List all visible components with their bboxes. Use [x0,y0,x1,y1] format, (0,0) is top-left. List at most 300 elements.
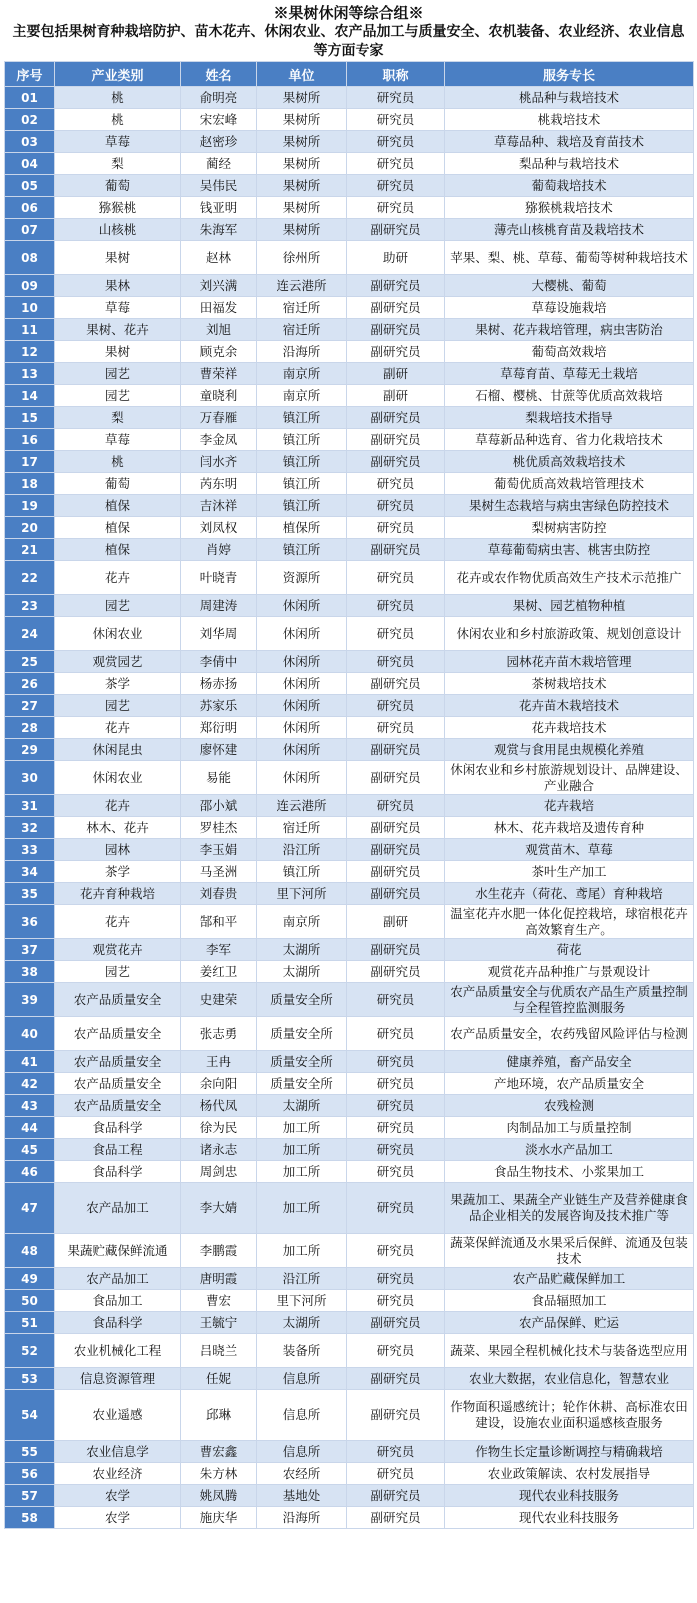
cell-seq: 37 [5,939,55,961]
cell-name: 吕晓兰 [181,1334,257,1368]
cell-title: 研究员 [347,1095,445,1117]
cell-name: 刘兴满 [181,275,257,297]
cell-category: 食品科学 [55,1117,181,1139]
cell-title: 研究员 [347,983,445,1017]
cell-expertise: 花卉栽培技术 [445,717,694,739]
cell-expertise: 农产品保鲜、贮运 [445,1312,694,1334]
cell-unit: 休闲所 [257,651,347,673]
cell-expertise: 现代农业科技服务 [445,1507,694,1529]
table-row [5,717,694,739]
cell-unit: 基地处 [257,1485,347,1507]
cell-unit: 镇江所 [257,495,347,517]
cell-title: 副研究员 [347,1312,445,1334]
cell-unit: 南京所 [257,363,347,385]
cell-expertise: 产地环境，农产品质量安全 [445,1073,694,1095]
cell-seq: 56 [5,1463,55,1485]
header-category: 产业类别 [55,62,181,87]
table-header-row [5,62,694,87]
cell-title: 研究员 [347,1183,445,1234]
cell-category: 花卉育种栽培 [55,883,181,905]
cell-seq: 02 [5,109,55,131]
table-row [5,429,694,451]
header-expertise: 服务专长 [445,62,694,87]
cell-seq: 20 [5,517,55,539]
cell-unit: 果树所 [257,109,347,131]
cell-category: 花卉 [55,561,181,595]
cell-title: 副研究员 [347,341,445,363]
cell-expertise: 温室花卉水肥一体化促控栽培，球宿根花卉高效繁育生产。 [445,905,694,939]
cell-category: 园艺 [55,595,181,617]
cell-title: 副研究员 [347,1507,445,1529]
cell-name: 曹宏 [181,1290,257,1312]
cell-name: 余向阳 [181,1073,257,1095]
page [4,4,693,1529]
table-row [5,939,694,961]
cell-seq: 51 [5,1312,55,1334]
cell-title: 副研究员 [347,861,445,883]
cell-unit: 连云港所 [257,275,347,297]
cell-category: 观赏园艺 [55,651,181,673]
cell-name: 赵密珍 [181,131,257,153]
cell-name: 蔺经 [181,153,257,175]
cell-unit: 镇江所 [257,451,347,473]
cell-category: 休闲农业 [55,617,181,651]
cell-unit: 加工所 [257,1183,347,1234]
cell-name: 刘凤权 [181,517,257,539]
page-subtitle: 主要包括果树育种栽培防护、苗木花卉、休闲农业、农产品加工与质量安全、农机装备、农业经济、农业信息等方面专家 [12,24,685,59]
cell-expertise: 花卉栽培 [445,795,694,817]
cell-expertise: 食品生物技术、小浆果加工 [445,1161,694,1183]
cell-unit: 加工所 [257,1234,347,1268]
table-row [5,1507,694,1529]
cell-seq: 18 [5,473,55,495]
cell-expertise: 作物生长定量诊断调控与精确栽培 [445,1441,694,1463]
experts-table [4,61,694,1529]
cell-expertise: 茶叶生产加工 [445,861,694,883]
cell-category: 桃 [55,109,181,131]
cell-name: 李玉娟 [181,839,257,861]
cell-title: 副研 [347,905,445,939]
cell-unit: 休闲所 [257,761,347,795]
cell-name: 周剑忠 [181,1161,257,1183]
cell-unit: 休闲所 [257,717,347,739]
cell-unit: 质量安全所 [257,1073,347,1095]
table-row [5,1051,694,1073]
cell-title: 研究员 [347,651,445,673]
cell-expertise: 梨栽培技术指导 [445,407,694,429]
cell-title: 研究员 [347,1161,445,1183]
cell-name: 芮东明 [181,473,257,495]
cell-seq: 17 [5,451,55,473]
cell-name: 易能 [181,761,257,795]
table-row [5,817,694,839]
cell-expertise: 休闲农业和乡村旅游规划设计、品牌建设、产业融合 [445,761,694,795]
table-row [5,1268,694,1290]
cell-unit: 休闲所 [257,739,347,761]
cell-name: 曹宏鑫 [181,1441,257,1463]
cell-category: 桃 [55,87,181,109]
cell-category: 果树、花卉 [55,319,181,341]
table-row [5,109,694,131]
cell-category: 园艺 [55,363,181,385]
cell-expertise: 梨树病害防控 [445,517,694,539]
cell-title: 研究员 [347,795,445,817]
cell-expertise: 桃优质高效栽培技术 [445,451,694,473]
cell-name: 王毓宁 [181,1312,257,1334]
cell-seq: 05 [5,175,55,197]
cell-expertise: 草莓葡萄病虫害、桃害虫防控 [445,539,694,561]
header-unit: 单位 [257,62,347,87]
cell-title: 副研究员 [347,1368,445,1390]
cell-name: 郑衍明 [181,717,257,739]
cell-name: 张志勇 [181,1017,257,1051]
cell-seq: 48 [5,1234,55,1268]
table-row [5,1017,694,1051]
cell-title: 研究员 [347,1117,445,1139]
cell-seq: 19 [5,495,55,517]
cell-unit: 太湖所 [257,939,347,961]
cell-title: 研究员 [347,1051,445,1073]
cell-title: 副研究员 [347,939,445,961]
table-row [5,905,694,939]
cell-title: 副研究员 [347,673,445,695]
cell-seq: 49 [5,1268,55,1290]
cell-title: 副研究员 [347,883,445,905]
cell-category: 观赏花卉 [55,939,181,961]
table-row [5,651,694,673]
cell-category: 梨 [55,407,181,429]
cell-name: 姜红卫 [181,961,257,983]
cell-unit: 休闲所 [257,695,347,717]
cell-seq: 21 [5,539,55,561]
cell-expertise: 休闲农业和乡村旅游政策、规划创意设计 [445,617,694,651]
cell-unit: 果树所 [257,131,347,153]
cell-category: 农业信息学 [55,1441,181,1463]
cell-expertise: 果树、园艺植物种植 [445,595,694,617]
cell-unit: 资源所 [257,561,347,595]
cell-unit: 果树所 [257,175,347,197]
table-row [5,673,694,695]
cell-name: 杨赤扬 [181,673,257,695]
cell-expertise: 林木、花卉栽培及遗传育种 [445,817,694,839]
cell-name: 刘旭 [181,319,257,341]
table-row [5,153,694,175]
cell-category: 园艺 [55,385,181,407]
cell-title: 研究员 [347,1334,445,1368]
cell-seq: 26 [5,673,55,695]
cell-name: 郜和平 [181,905,257,939]
cell-seq: 11 [5,319,55,341]
cell-seq: 27 [5,695,55,717]
table-row [5,341,694,363]
table-row [5,1161,694,1183]
cell-category: 食品科学 [55,1312,181,1334]
table-row [5,87,694,109]
cell-expertise: 农产品贮藏保鲜加工 [445,1268,694,1290]
cell-title: 副研 [347,363,445,385]
cell-expertise: 农残检测 [445,1095,694,1117]
cell-expertise: 果树、花卉栽培管理，病虫害防治 [445,319,694,341]
cell-expertise: 大樱桃、葡萄 [445,275,694,297]
cell-expertise: 石榴、樱桃、甘蔗等优质高效栽培 [445,385,694,407]
cell-category: 花卉 [55,795,181,817]
table-row [5,595,694,617]
cell-title: 研究员 [347,109,445,131]
cell-category: 休闲农业 [55,761,181,795]
cell-expertise: 茶树栽培技术 [445,673,694,695]
cell-seq: 16 [5,429,55,451]
cell-name: 顾克余 [181,341,257,363]
cell-seq: 29 [5,739,55,761]
cell-seq: 45 [5,1139,55,1161]
cell-name: 肖婷 [181,539,257,561]
cell-title: 副研究员 [347,961,445,983]
cell-seq: 43 [5,1095,55,1117]
cell-seq: 52 [5,1334,55,1368]
cell-seq: 32 [5,817,55,839]
cell-name: 唐明霞 [181,1268,257,1290]
cell-title: 副研究员 [347,839,445,861]
cell-seq: 31 [5,795,55,817]
cell-seq: 13 [5,363,55,385]
cell-title: 副研究员 [347,817,445,839]
cell-expertise: 桃栽培技术 [445,109,694,131]
cell-title: 研究员 [347,153,445,175]
cell-title: 副研究员 [347,1485,445,1507]
cell-seq: 34 [5,861,55,883]
cell-seq: 54 [5,1390,55,1441]
cell-seq: 46 [5,1161,55,1183]
cell-name: 苏家乐 [181,695,257,717]
cell-unit: 南京所 [257,905,347,939]
cell-seq: 58 [5,1507,55,1529]
cell-name: 李大婧 [181,1183,257,1234]
cell-unit: 宿迁所 [257,297,347,319]
cell-name: 姚凤腾 [181,1485,257,1507]
cell-category: 草莓 [55,131,181,153]
cell-title: 研究员 [347,695,445,717]
cell-category: 农业经济 [55,1463,181,1485]
cell-expertise: 蔬菜、果园全程机械化技术与装备选型应用 [445,1334,694,1368]
cell-seq: 07 [5,219,55,241]
cell-category: 果树 [55,241,181,275]
cell-unit: 果树所 [257,219,347,241]
cell-title: 研究员 [347,175,445,197]
cell-seq: 35 [5,883,55,905]
table-row [5,495,694,517]
table-row [5,739,694,761]
cell-unit: 太湖所 [257,1095,347,1117]
table-row [5,219,694,241]
cell-seq: 36 [5,905,55,939]
cell-unit: 沿江所 [257,1268,347,1290]
cell-title: 研究员 [347,1463,445,1485]
table-row [5,839,694,861]
cell-name: 刘华周 [181,617,257,651]
cell-title: 副研 [347,385,445,407]
cell-category: 信息资源管理 [55,1368,181,1390]
cell-unit: 镇江所 [257,407,347,429]
cell-expertise: 花卉苗木栽培技术 [445,695,694,717]
cell-name: 李金凤 [181,429,257,451]
cell-name: 俞明亮 [181,87,257,109]
cell-category: 农产品加工 [55,1268,181,1290]
cell-category: 农产品质量安全 [55,1051,181,1073]
cell-unit: 信息所 [257,1390,347,1441]
table-row [5,1139,694,1161]
cell-expertise: 草莓育苗、草莓无土栽培 [445,363,694,385]
cell-seq: 01 [5,87,55,109]
cell-seq: 12 [5,341,55,363]
cell-expertise: 草莓设施栽培 [445,297,694,319]
cell-seq: 33 [5,839,55,861]
cell-unit: 沿海所 [257,1507,347,1529]
cell-unit: 镇江所 [257,861,347,883]
cell-title: 副研究员 [347,407,445,429]
cell-seq: 41 [5,1051,55,1073]
cell-seq: 24 [5,617,55,651]
cell-category: 园艺 [55,695,181,717]
cell-unit: 休闲所 [257,595,347,617]
table-row [5,1183,694,1234]
cell-expertise: 草莓品种、栽培及育苗技术 [445,131,694,153]
cell-category: 农学 [55,1507,181,1529]
cell-category: 农业机械化工程 [55,1334,181,1368]
cell-name: 钱亚明 [181,197,257,219]
cell-title: 研究员 [347,87,445,109]
table-row [5,175,694,197]
cell-title: 研究员 [347,717,445,739]
cell-title: 研究员 [347,495,445,517]
cell-expertise: 观赏花卉品种推广与景观设计 [445,961,694,983]
cell-title: 研究员 [347,1139,445,1161]
cell-title: 研究员 [347,1290,445,1312]
table-row [5,131,694,153]
cell-unit: 连云港所 [257,795,347,817]
cell-unit: 里下河所 [257,1290,347,1312]
cell-category: 桃 [55,451,181,473]
cell-category: 葡萄 [55,473,181,495]
cell-unit: 加工所 [257,1117,347,1139]
page-title: ※果树休闲等综合组※ [273,4,424,22]
cell-name: 闫水齐 [181,451,257,473]
cell-expertise: 肉制品加工与质量控制 [445,1117,694,1139]
cell-category: 农业遥感 [55,1390,181,1441]
cell-expertise: 健康养殖，畜产品安全 [445,1051,694,1073]
cell-seq: 09 [5,275,55,297]
cell-unit: 休闲所 [257,673,347,695]
table-row [5,795,694,817]
table-row [5,861,694,883]
table-row [5,1463,694,1485]
cell-name: 李倩中 [181,651,257,673]
cell-seq: 30 [5,761,55,795]
table-row [5,1290,694,1312]
cell-category: 猕猴桃 [55,197,181,219]
cell-unit: 沿江所 [257,839,347,861]
cell-expertise: 作物面积遥感统计；轮作休耕、高标准农田建设，设施农业面积遥感核查服务 [445,1390,694,1441]
cell-unit: 徐州所 [257,241,347,275]
cell-seq: 10 [5,297,55,319]
cell-category: 植保 [55,539,181,561]
cell-expertise: 花卉或农作物优质高效生产技术示范推广 [445,561,694,595]
table-row [5,1485,694,1507]
cell-seq: 22 [5,561,55,595]
cell-expertise: 蔬菜保鲜流通及水果采后保鲜、流通及包装技术 [445,1234,694,1268]
table-row [5,1117,694,1139]
cell-unit: 质量安全所 [257,983,347,1017]
cell-seq: 28 [5,717,55,739]
table-row [5,517,694,539]
table-row [5,385,694,407]
cell-title: 副研究员 [347,761,445,795]
cell-title: 研究员 [347,517,445,539]
cell-title: 副研究员 [347,539,445,561]
table-row [5,363,694,385]
cell-seq: 03 [5,131,55,153]
cell-seq: 55 [5,1441,55,1463]
cell-expertise: 薄壳山核桃育苗及栽培技术 [445,219,694,241]
cell-name: 曹荣祥 [181,363,257,385]
cell-category: 山核桃 [55,219,181,241]
table-row [5,539,694,561]
cell-title: 副研究员 [347,297,445,319]
cell-title: 副研究员 [347,451,445,473]
table-row [5,961,694,983]
cell-expertise: 苹果、梨、桃、草莓、葡萄等树种栽培技术 [445,241,694,275]
cell-name: 诸永志 [181,1139,257,1161]
cell-title: 副研究员 [347,739,445,761]
cell-category: 食品加工 [55,1290,181,1312]
table-row [5,1073,694,1095]
cell-unit: 果树所 [257,197,347,219]
cell-category: 果蔬贮藏保鲜流通 [55,1234,181,1268]
cell-title: 研究员 [347,473,445,495]
cell-category: 食品工程 [55,1139,181,1161]
cell-unit: 太湖所 [257,1312,347,1334]
cell-seq: 40 [5,1017,55,1051]
cell-unit: 加工所 [257,1139,347,1161]
cell-name: 童晓利 [181,385,257,407]
cell-unit: 镇江所 [257,429,347,451]
cell-category: 农产品质量安全 [55,1073,181,1095]
cell-seq: 06 [5,197,55,219]
table-row [5,1441,694,1463]
cell-name: 宋宏峰 [181,109,257,131]
cell-category: 草莓 [55,297,181,319]
cell-expertise: 农产品质量安全，农药残留风险评估与检测 [445,1017,694,1051]
table-row [5,561,694,595]
cell-expertise: 农业大数据，农业信息化，智慧农业 [445,1368,694,1390]
cell-expertise: 草莓新品种选育、省力化栽培技术 [445,429,694,451]
cell-expertise: 果树生态栽培与病虫害绿色防控技术 [445,495,694,517]
cell-name: 李军 [181,939,257,961]
cell-expertise: 葡萄栽培技术 [445,175,694,197]
cell-title: 助研 [347,241,445,275]
cell-name: 万春雁 [181,407,257,429]
cell-title: 研究员 [347,197,445,219]
cell-title: 研究员 [347,1441,445,1463]
cell-category: 果树 [55,341,181,363]
table-row [5,1368,694,1390]
cell-unit: 里下河所 [257,883,347,905]
table-row [5,451,694,473]
cell-seq: 25 [5,651,55,673]
cell-category: 植保 [55,495,181,517]
cell-title: 研究员 [347,561,445,595]
cell-expertise: 观赏与食用昆虫规模化养殖 [445,739,694,761]
cell-name: 邵小斌 [181,795,257,817]
